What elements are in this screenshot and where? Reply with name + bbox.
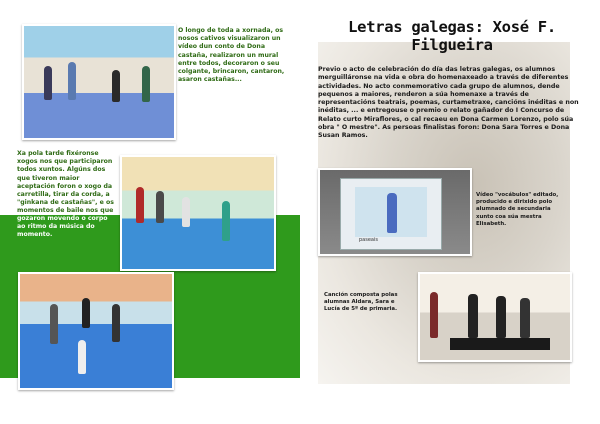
photo-kids-dancing xyxy=(18,272,174,390)
text-afternoon-games: Xa pola tarde fixéronse xogos nos que participaron todos xuntos. Algúns dos que tiveron maior aceptación foron o xogo da carretilla, tirar da corda, a "ginkana de castañas", e os momentos de baile nos que xyxy=(17,150,114,215)
text-day-activities: O longo de toda a xornada, os nosos cativos visualizaron un vídeo dun conto de Dona castaña, realizaron un mural entre todos, decoraron o seu colgante, brincaron, cantaron, asaron castañas... xyxy=(178,27,285,84)
keyboard xyxy=(450,338,550,350)
caption-song: Canción composta polas alumnas Aldara, Sara e Lucía de 5º de primaria. xyxy=(324,292,398,313)
frame-label: paseais xyxy=(359,237,378,243)
picture-frame xyxy=(340,178,442,250)
caption-video: Vídeo "vocábulos" editado, producido e dirixido polo alumnado de secundaria xunto coa súa mestra Elisabeth. xyxy=(476,192,559,227)
frame-screen xyxy=(355,187,427,237)
photo-song-students xyxy=(418,272,572,362)
photo-video-frame xyxy=(318,168,472,256)
article-body: Previo o acto de celebración do día das letras galegas, os alumnos merguilláronse na vida e obra do homenaxeado a través de diferentes actividades. No acto conmemorativo cada grupo de alumnos, dende pequenos a maiores, renderon a súa homenaxe a través de representacións teatrais, poemas, curtametraxe, cancións inéditas e non inéditas, ... e entregouse o premio o relato gañador do I Concurso de Relato curto Miraflores, o cal recaeu en Dona Carmen Lorenzo, polo súa obra " O mestre". As persoas finalistas foron: Dona Sara Torres e Dona Susan Ramos. xyxy=(318,66,579,140)
photo-games-gym xyxy=(120,155,276,271)
page-title: Letras galegas: Xosé F. Filgueira xyxy=(348,18,556,54)
photo-classroom-kids xyxy=(22,24,176,140)
text-afternoon-games-continued: gozaron movendo o corpo ao ritmo da música do momento. xyxy=(17,215,108,239)
